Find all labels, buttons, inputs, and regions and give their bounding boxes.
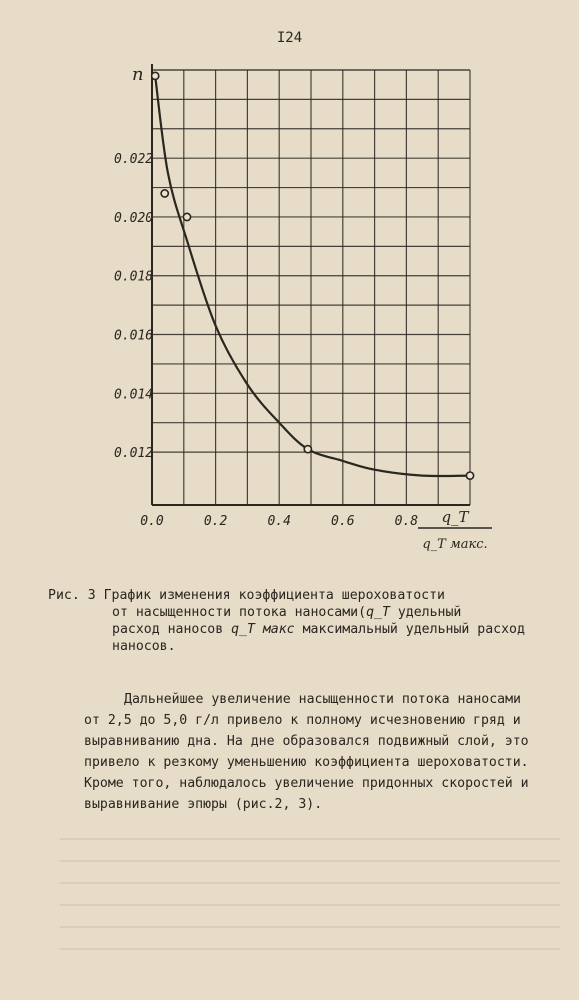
figure-label: Рис. 3 xyxy=(48,588,96,603)
caption-text-1: График изменения коэффициента шероховатости xyxy=(103,588,445,603)
x-tick-label: 0.0 xyxy=(140,514,164,529)
body-paragraph xyxy=(84,689,564,815)
data-point xyxy=(466,472,473,479)
y-tick-label: 0.016 xyxy=(114,328,154,344)
data-point xyxy=(152,72,159,79)
data-point xyxy=(304,446,311,453)
caption-line-2 xyxy=(48,604,548,621)
x-axis-label-denominator: q_T макс. xyxy=(422,537,488,552)
x-tick-label: 0.6 xyxy=(331,514,355,529)
bleed-through-texture xyxy=(60,820,560,950)
data-point xyxy=(161,190,168,197)
figure-caption xyxy=(48,587,548,655)
body-line: выравниванию дна. На дне образовался подвижный слой, это xyxy=(84,734,529,749)
body-line: Дальнейшее увеличение насыщенности потока наносами xyxy=(124,692,521,707)
y-axis-label: n xyxy=(132,64,144,85)
data-point xyxy=(183,213,190,220)
x-tick-label: 0.4 xyxy=(267,514,291,529)
y-tick-label: 0.012 xyxy=(114,446,154,462)
caption-text-2b: удельный xyxy=(389,605,462,620)
body-line: привело к резкому уменьшению коэффициента шероховатости. xyxy=(84,755,529,770)
body-line: Кроме того, наблюдалось увеличение придонных скоростей и xyxy=(84,776,529,791)
x-axis-label-numerator: q_T xyxy=(441,508,469,526)
y-tick-label: 0.014 xyxy=(114,387,154,403)
body-line: от 2,5 до 5,0 г/л привело к полному исчезновению гряд и xyxy=(84,713,521,728)
y-tick-label: 0.022 xyxy=(114,152,154,168)
caption-text-3b: максимальный удельный расход xyxy=(302,622,525,637)
x-tick-label: 0.2 xyxy=(203,514,228,529)
y-tick-label: 0.020 xyxy=(114,210,154,226)
caption-symbol-qtmax: q_T макс xyxy=(231,622,295,637)
caption-text-3: расход наносов xyxy=(112,622,224,637)
caption-line-3 xyxy=(48,621,548,638)
caption-text-2: от насыщенности потока наносами( xyxy=(112,605,367,620)
caption-line-1 xyxy=(48,587,548,604)
x-tick-label: 0.8 xyxy=(394,514,419,529)
body-line: выравнивание эпюры (рис.2, 3). xyxy=(84,797,323,812)
caption-symbol-qt: q_T xyxy=(366,605,390,620)
caption-line-4: наносов. xyxy=(112,639,176,654)
page-number: I24 xyxy=(276,30,303,46)
y-tick-label: 0.018 xyxy=(114,269,154,285)
